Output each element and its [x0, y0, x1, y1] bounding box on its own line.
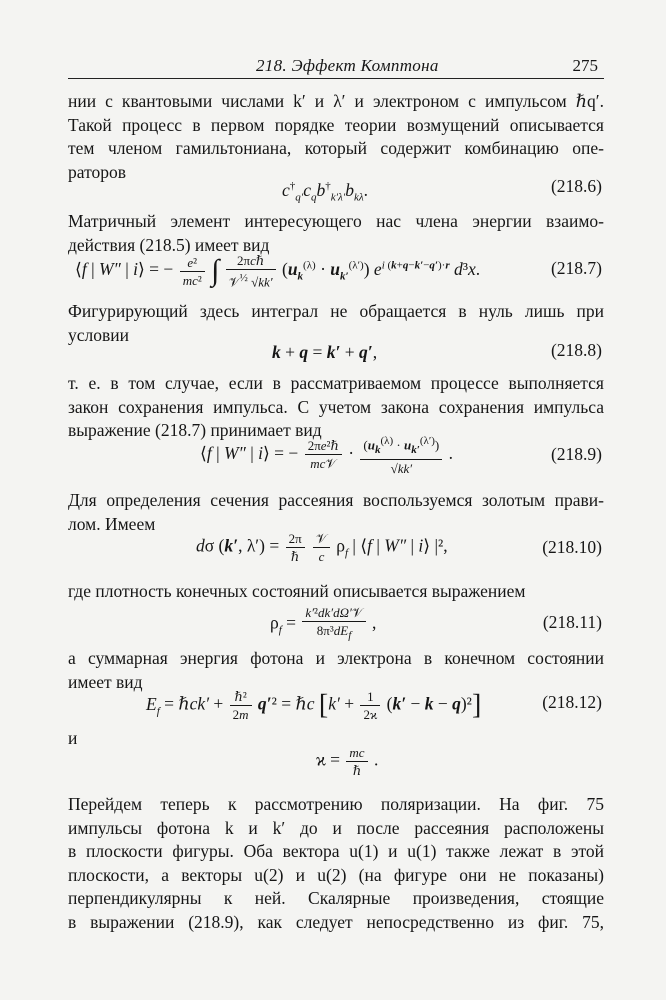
paragraph-5 — [68, 489, 604, 536]
equation-kappa: ϰ = mc ℏ . — [316, 745, 379, 778]
paragraph-9 — [68, 793, 604, 934]
equation-number: (218.11) — [542, 612, 602, 632]
running-title: 218. Эффект Комптона — [256, 56, 439, 75]
text-line: Для определения сечения рассеяния воспользуемся золотым прави- — [68, 490, 604, 510]
equation-number: (218.6) — [550, 176, 602, 196]
equation-218-9: ⟨f | W″ | i⟩ = − 2πe²ℏ mc𝒱 · $\frac{(u_k^{(\lambda)} \cdot u_{k'}^{(\lambda')})}{√kk'}$ . — [200, 435, 453, 476]
equation-218-6: $c^\dagger_{q'}c_qb^\dagger_{k'\lambda'}b_{k\lambda}$. — [282, 179, 368, 204]
text-line: условии — [68, 324, 129, 345]
text-line: Такой процесс в первом порядке теории возмущений описывается — [68, 114, 604, 135]
text-line: импульсы фотона k и k′ до и после рассеяния расположены — [68, 817, 604, 838]
equation-218-11: $\rho_f$ = k′²dk′dΩ′𝒱 $8\pi^3dE_f$ , — [270, 605, 377, 642]
text-line: действия (218.5) имеет вид — [68, 234, 270, 255]
paragraph-6 — [68, 580, 604, 604]
text-line: перпендикулярны к ней. Скалярные произведения, стоящие — [68, 888, 604, 908]
running-header — [68, 52, 604, 79]
equation-218-12: $E_f$ = ℏck′ + ℏ² 2m q′² = ℏc [k′ + $\frac{1}{2ϰ}$ (k′ − k − q)²] — [146, 689, 482, 722]
paragraph-2 — [68, 210, 604, 257]
text-line: закон сохранения импульса. С учетом закона сохранения импульса — [68, 396, 604, 417]
equation-number: (218.8) — [550, 340, 602, 360]
text-line: где плотность конечных состояний описывается выражением — [68, 581, 526, 601]
equation-218-10: dσ (k′, λ′) = 2π ℏ 𝒱 c $\rho_f$ | ⟨f | W″ | i⟩ |², — [196, 531, 448, 564]
paragraph-4 — [68, 372, 604, 443]
equation-number: (218.7) — [550, 258, 602, 278]
text-line: Матричный элемент интересующего нас члена энергии взаимо- — [68, 211, 604, 231]
text-line: Перейдем теперь к рассмотрению поляризации. На фиг. 75 — [68, 794, 604, 814]
paragraph-7 — [68, 647, 604, 694]
text-line: раторов — [68, 161, 126, 182]
text-line: в выражении (218.9), как следует непосредственно из фиг. 75, — [68, 911, 604, 932]
text-line: выражение (218.7) принимает вид — [68, 420, 322, 440]
text-line: лом. Имеем — [68, 513, 156, 534]
text-line: плоскости, а векторы u(2) и u(2) (на фигуре они не показаны) — [68, 864, 604, 885]
equation-number: (218.12) — [542, 692, 602, 712]
text-line: т. е. в том случае, если в рассматриваемом процессе выполняется — [68, 373, 604, 393]
text-line: тем членом гамильтониана, который содержит комбинацию опе- — [68, 138, 604, 158]
text-line: имеет вид — [68, 671, 143, 692]
text-line: нии с квантовыми числами k′ и λ′ и электроном с импульсом ℏq′. — [68, 91, 604, 111]
equation-number: (218.9) — [550, 444, 602, 464]
text-line: и — [68, 728, 78, 748]
text-line: а суммарная энергия фотона и электрона в конечном состоянии — [68, 648, 604, 668]
text-line: в плоскости фигуры. Оба вектора u(1) и u(1) также лежат в этой — [68, 841, 604, 861]
paragraph-1 — [68, 90, 604, 184]
page-number: 275 — [572, 56, 598, 75]
equation-number: (218.10) — [542, 537, 602, 557]
equation-218-7: ⟨f | W″ | i⟩ = − $\frac{\text{e²}}{\text{mc²}}$ ∫ 2πcℏ 𝒱$^{\frac{1}{2}}$ √kk′ $(u_k^{(\lambda)} \cdot u_{k'}^{(\lambda')})$ $e^{i (k+q-k'-q')\cdot r}$ d³x. — [75, 253, 481, 290]
equation-218-8: k + q = k′ + q′, — [272, 342, 378, 362]
text-line: Фигурирующий здесь интеграл не обращается в нуль лишь при — [68, 301, 604, 321]
